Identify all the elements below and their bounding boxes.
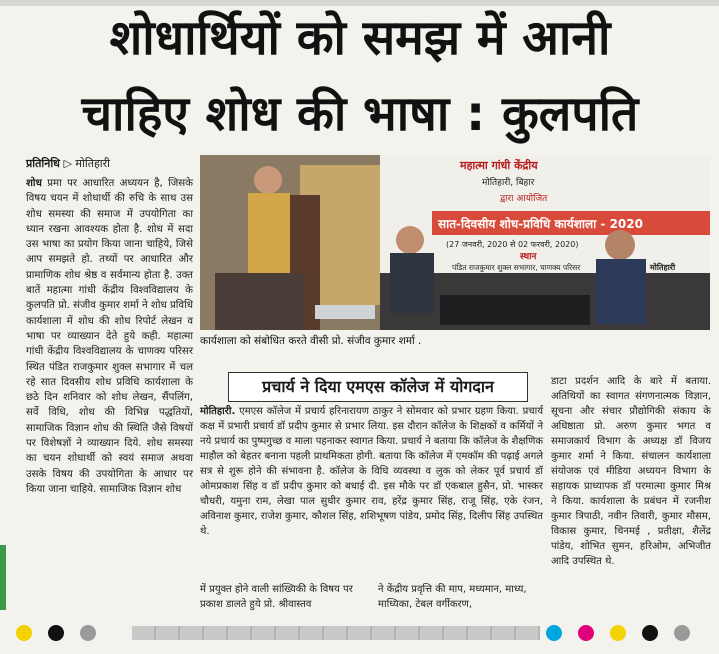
left-lead: शोध (26, 178, 42, 189)
event-photo (200, 155, 710, 330)
middle-body: एमएस कॉलेज में प्रचार्य हरिनारायण ठाकुर ने सोमवार को प्रभार ग्रहण किया. प्रचार्य कक्ष में प्रभारी प्रचार्य डॉ प्रदीप कुमार से प्रभार लिया. इस दौरान कॉलेज के शिक्षकों व कर्मियों ने नये प्रचार्य का पुष्पगुच्छ व माला पहनाकर स्वागत किया. प्रचार्य ने बताया कि कॉलेज के शैक्षणिक माहौल को बेहतर बनाना पहली प्राथमिकता होगी. बताया कि कॉलेज में एमकॉम की पढ़ाई अगले सत्र से शुरू होने की संभावना है. कॉलेज के विधि व्यवस्था व लुक को लेकर पूर्व प्रचार्य डॉ ओमप्रकाश सिंह व डॉ प्रदीप कुमार को बधाई दी. इस मौके पर डॉ एकबाल हुसैन, प्रो. भास्कर चौधरी, यमुना राम, लेखा पाल सुधीर कुमार राव, हरेंद्र कुमार सिंह, राजू सिंह, एके रंजन, अविनाश कुमार, राजेश कुमार, कौशल सिंह, शशिभूषण पांडेय, प्रमोद सिंह, दिलीप सिंह उपस्थित थे. (200, 406, 543, 537)
registration-dot-black-2 (642, 625, 658, 641)
photo-illustration (200, 155, 710, 330)
headline-line-1: शोधार्थियों को समझ में आनी (109, 10, 611, 66)
bottom-text-a: में प्रयुक्त होने वाली सांख्यिकी के विषय पर प्रकाश डालते हुये प्रो. श्रीवास्तव (200, 584, 353, 610)
middle-column-text (200, 404, 543, 539)
banner-venue: पंडित राजकुमार शुक्ल सभागार, चाणक्य परिसर (452, 263, 581, 272)
registration-dot-grey-2 (674, 625, 690, 641)
bottom-text-b: ने केंद्रीय प्रवृत्ति की माप, मध्यमान, माध्य, माध्यिका, टेबल वर्गीकरण, (378, 584, 527, 610)
banner-top: महात्मा गांधी केंद्रीय (460, 159, 538, 172)
registration-dot-magenta (578, 625, 594, 641)
subheadline: प्रचार्य ने दिया एमएस कॉलेज में योगदान (228, 372, 528, 402)
registration-dot-grey (80, 625, 96, 641)
left-body: प्रमा पर आधारित अध्ययन है, जिसके विषय चयन में शोधार्थी की रुचि के साथ उस शोध समस्या की समाज में उपयोगिता का ध्यान रखना आवश्यक होता है. शोध में सदा उस भाषा का प्रयोग किया जाना चाहिये, जिसे आप समझते हो. तथ्यों पर आधारित और प्रामाणिक शोध श्रेष्ठ व सर्वमान्य होता है. उक्त बातें महात्मा गांधी केंद्रीय विश्वविद्यालय के कुलपति प्रो. संजीव कुमार शर्मा ने शोध प्रविधि कार्यशाला में शोध की शोध रिपोर्ट लेखन व भाषा पर व्याख्यान देते हुये कही. महात्मा गांधी केंद्रीय विश्वविद्यालय के चाणक्य परिसर स्थित पंडित राजकुमार शुक्ल सभागार में चल रहे सात दिवसीय शोध प्रविधि कार्यशाला के छठे दिन शनिवार को शोध लेखन, सैंपलिंग, सर्वे विधि, शोध की विभिन्न पद्धतियों, सामाजिक विज्ञान शोध की स्थिति जैसे विषयों पर विशेषज्ञों ने व्याख्यान दिये. शोध समस्या का चयन शोधार्थी को स्वयं समाज अथवा उसके विषय की उपयोगिता के आधार पर किया जाना चाहिये. सामाजिक विज्ञान शोध (26, 178, 193, 495)
banner-city-2: मोतिहारी (650, 263, 676, 272)
banner-dates: (27 जनवरी, 2020 से 02 फरवरी, 2020) (446, 240, 579, 249)
byline (26, 156, 110, 171)
triangle-icon: ▷ (63, 157, 72, 170)
top-edge (0, 0, 719, 6)
side-green-strip (0, 545, 6, 610)
registration-grey-bar (132, 626, 540, 640)
byline-label: प्रतिनिधि (26, 157, 60, 170)
middle-lead: मोतिहारी. (200, 406, 236, 417)
banner-venue-label: स्थान (520, 252, 537, 262)
byline-location: मोतिहारी (75, 157, 111, 170)
registration-dot-black (48, 625, 64, 641)
registration-dot-cyan (546, 625, 562, 641)
right-column-text: डाटा प्रदर्शन आदि के बारे में बताया. अतिथियों का स्वागत संगणनात्मक विज्ञान, सूचना और संचार प्रौद्योगिकी संकाय के अधिष्ठाता प्रो. अरुण कुमार भगत व समाजकार्य विभाग के अध्यक्ष डॉ विजय कुमार शर्मा ने किया. संचालन कार्यशाला संयोजक एवं मीडिया अध्ययन विभाग के सहायक प्राध्यापक डॉ परमात्मा कुमार मिश्र ने किया. कार्यशाला के प्रबंधन में रजनीश कुमार त्रिपाठी, नवीन तिवारी, कुमार मौसम, विकास कुमार, चिनमई , प्रतीक्षा, शैलेंद्र पांडेय, शोभित सुमन, हरिओम, अभिजीत आदि उपस्थित थे. (551, 376, 711, 567)
left-column-text (26, 176, 193, 497)
headline-line-2: चाहिए शोध की भाषा : कुलपति (81, 86, 639, 142)
registration-dot-yellow (16, 625, 32, 641)
banner-city: मोतिहारी, बिहार (482, 178, 535, 188)
registration-dot-yellow-2 (610, 625, 626, 641)
photo-caption: कार्यशाला को संबोधित करते वीसी प्रो. संजीव कुमार शर्मा . (200, 335, 422, 347)
banner-title: सात-दिवसीय शोध-प्रविधि कार्यशाला - 2020 (438, 217, 643, 231)
banner-org: द्वारा आयोजित (500, 194, 548, 204)
